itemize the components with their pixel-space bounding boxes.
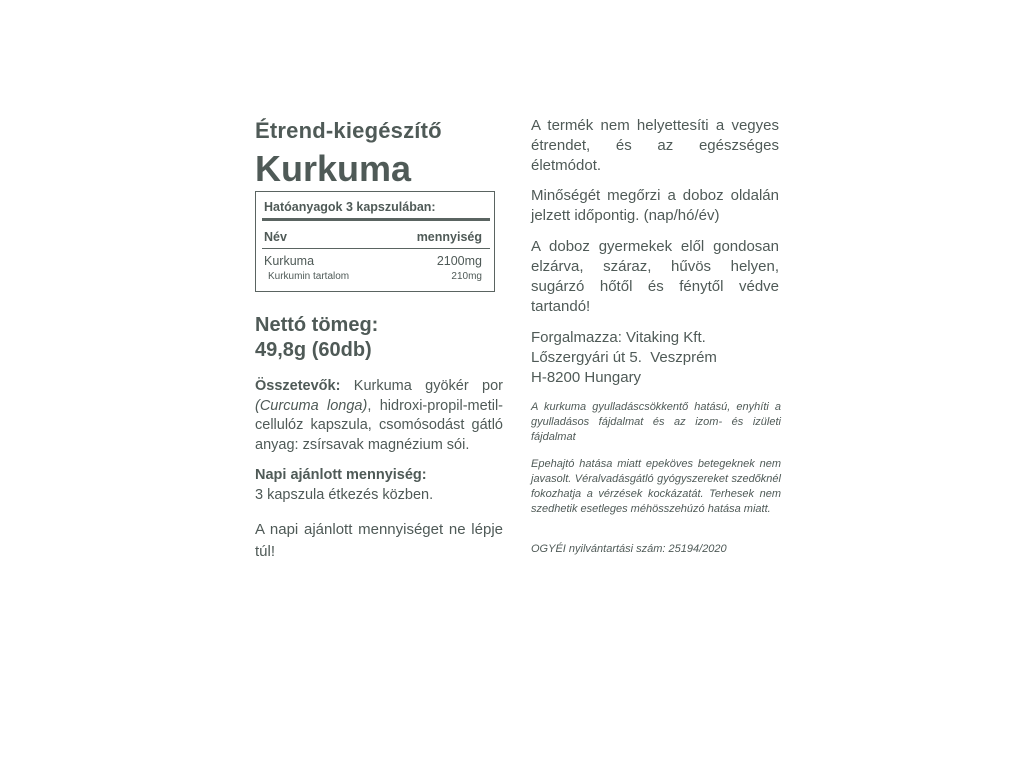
contraindication-note: Epehajtó hatása miatt epeköves betegeknek nem javasolt. Véralvadásgátló gyógyszereket szedőknél fokozhatja a vérzések kockázatát. Terhesek nem szedhetik esetleges méhösszehúzó hatása miatt. — [531, 458, 781, 515]
distributor-info — [531, 328, 779, 388]
composition-text: , hidroxi-propil-metil-cellulóz kapszula, csomósodást gátló anyag: zsírsavak magnézium sói. — [255, 397, 503, 453]
net-weight — [255, 313, 378, 363]
product-title: Kurkuma — [255, 148, 412, 189]
daily-dose — [255, 465, 503, 505]
registration-number: OGYÉI nyilvántartási szám: 25194/2020 — [531, 543, 727, 555]
composition-label: Összetevők: — [255, 378, 341, 394]
composition-latin-name: (Curcuma longa) — [255, 397, 368, 414]
ingredients-table — [255, 191, 495, 292]
storage-instructions: A doboz gyermekek elől gondosan elzárva, száraz, hűvös helyen, sugárzó hőtől és fénytől védve tartandó! — [531, 238, 779, 315]
distributor-line: H-8200 Hungary — [531, 369, 642, 386]
column-header-amount: mennyiség — [416, 230, 482, 244]
ingredient-amount: 210mg — [451, 271, 482, 282]
column-header-name: Név — [264, 230, 287, 244]
composition-text: Kurkuma gyökér por — [340, 378, 503, 394]
net-weight-value: 49,8g (60db) — [255, 339, 372, 361]
ingredients-heading: Hatóanyagok 3 kapszulában: — [264, 200, 436, 214]
net-weight-label: Nettó tömeg: — [255, 314, 379, 336]
distributor-line: Forgalmazza: Vitaking Kft. — [531, 329, 706, 346]
dose-warning: A napi ajánlott mennyiséget ne lépje túl! — [255, 521, 503, 560]
diet-notice: A termék nem helyettesíti a vegyes étrendet, és az egészséges életmódot. — [531, 117, 779, 174]
daily-dose-value: 3 kapszula étkezés közben. — [255, 487, 434, 503]
daily-dose-label: Napi ajánlott mennyiség: — [255, 467, 427, 483]
composition — [255, 377, 503, 455]
product-subtitle: Étrend-kiegészítő — [255, 118, 442, 143]
ingredient-name: Kurkumin tartalom — [268, 271, 350, 282]
ingredient-amount: 2100mg — [436, 254, 482, 268]
ingredient-name: Kurkuma — [264, 254, 315, 268]
table-divider — [262, 218, 490, 221]
storage-date-notice: Minőségét megőrzi a doboz oldalán jelzett időpontig. (nap/hó/év) — [531, 187, 779, 224]
distributor-line: Lőszergyári út 5. Veszprém — [531, 349, 717, 366]
table-divider — [262, 248, 490, 249]
effect-note: A kurkuma gyulladáscsökkentő hatású, enyhíti a gyulladásos fájdalmat és az izom- és izületi fájdalmat — [531, 401, 781, 443]
